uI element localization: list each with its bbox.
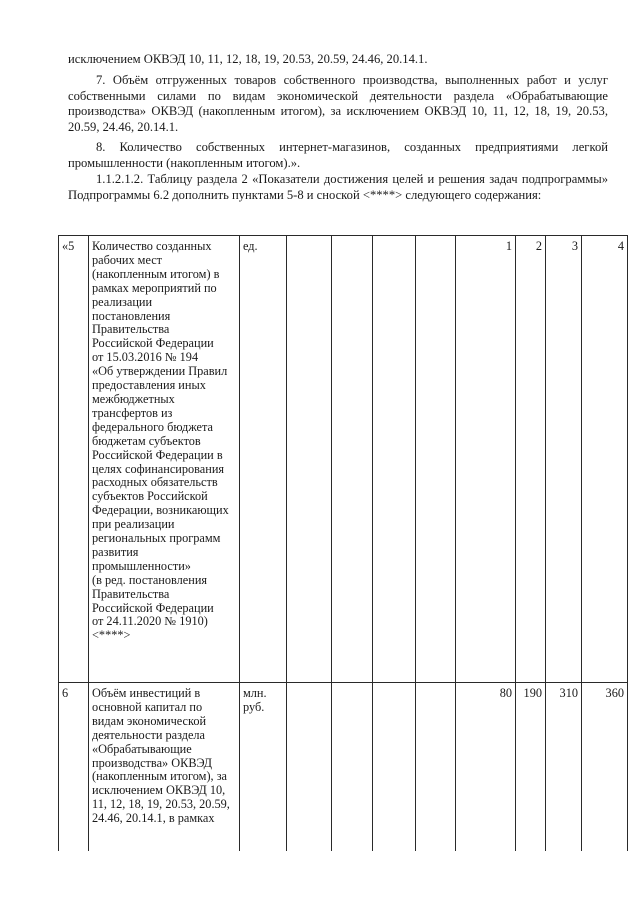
value-cell — [373, 683, 416, 852]
indicator-description: Количество созданных рабочих мест (накопленным итогом) в рамках мероприятий по реализации постановления Правительства Российской Федерации от 15.03.2016 № 194 «Об утверждении Правил предоставления иных межбюджетных трансфертов из федерального бюджета бюджетам субъектов Российской Федерации в целях софинансирования расходных обязательств субъектов Российской Федерации, возникающих при реализации региональных программ развития промышленности» (в ред. постановления Правительства Российской Федерации от 24.11.2020 № 1910) <****> — [89, 236, 240, 683]
value-cell: 190 — [516, 683, 546, 852]
indicators-table — [58, 235, 628, 851]
value-cell — [287, 683, 332, 852]
value-cell: 1 — [456, 236, 516, 683]
value-cell — [416, 236, 456, 683]
paragraph-item-8: 8. Количество собственных интернет-магазинов, созданных предприятиями легкой промышленности (накопленным итогом).». — [68, 140, 608, 170]
table-row — [59, 236, 628, 683]
row-number: «5 — [59, 236, 89, 683]
unit-cell: млн. руб. — [240, 683, 287, 852]
value-cell: 4 — [582, 236, 628, 683]
paragraph-item-7: 7. Объём отгруженных товаров собственного производства, выполненных работ и услуг собственными силами по видам экономической деятельности раздела «Обрабатывающие производства» ОКВЭД (накопленным итогом), за исключением ОКВЭД 10, 11, 12, 18, 19, 20.53, 20.59, 24.46, 20.14.1. — [68, 73, 608, 134]
value-cell — [416, 683, 456, 852]
value-cell — [332, 683, 373, 852]
paragraph-table-intro: 1.1.2.1.2. Таблицу раздела 2 «Показатели достижения целей и решения задач подпрограммы» Подпрограммы 6.2 дополнить пунктами 5-8 и сноской <****> следующего содержания: — [68, 172, 608, 202]
row-number: 6 — [59, 683, 89, 852]
value-cell: 2 — [516, 236, 546, 683]
value-cell — [287, 236, 332, 683]
value-cell: 310 — [546, 683, 582, 852]
value-cell: 360 — [582, 683, 628, 852]
paragraph-continuation: исключением ОКВЭД 10, 11, 12, 18, 19, 20.53, 20.59, 24.46, 20.14.1. — [68, 52, 428, 66]
value-cell: 3 — [546, 236, 582, 683]
indicator-description: Объём инвестиций в основной капитал по видам экономической деятельности раздела «Обрабатывающие производства» ОКВЭД (накопленным итогом), за исключением ОКВЭД 10, 11, 12, 18, 19, 20.53, 20.59, 24.46, 20.14.1, в рамках — [89, 683, 240, 852]
value-cell — [332, 236, 373, 683]
value-cell — [373, 236, 416, 683]
unit-cell: ед. — [240, 236, 287, 683]
value-cell: 80 — [456, 683, 516, 852]
table-row — [59, 683, 628, 852]
